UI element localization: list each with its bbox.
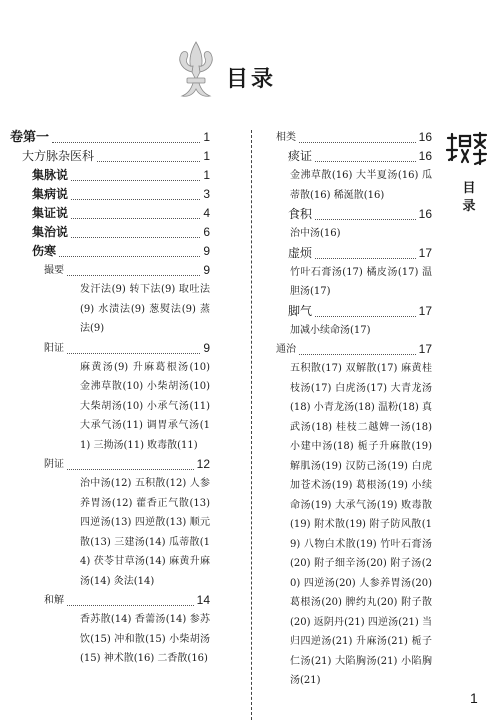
toc-entry-page: 9 bbox=[203, 340, 210, 355]
toc-entry[interactable] bbox=[32, 223, 210, 242]
toc-entry-label: 虚烦 bbox=[288, 245, 313, 260]
toc-entry-label: 伤寒 bbox=[32, 244, 57, 258]
fleur-de-lis-icon bbox=[173, 40, 219, 102]
dot-leader bbox=[67, 605, 194, 606]
dot-leader bbox=[67, 469, 194, 470]
toc-entry-page: 9 bbox=[203, 244, 210, 258]
toc-entry-page: 17 bbox=[418, 303, 432, 318]
toc-entry-page: 9 bbox=[203, 263, 210, 277]
toc-entry-page: 17 bbox=[418, 245, 432, 260]
side-badge-text: 目 录 bbox=[462, 181, 476, 214]
dot-leader bbox=[71, 199, 200, 200]
toc-entry-items: 治中汤(12) 五积散(12) 人参养胃汤(12) 藿香正气散(13) 四逆汤(13) 四逆散(13) 顺元散(13) 三建汤(14) 瓜蒂散(14) 茯苓甘草汤(14) 麻黄升麻汤(14) 灸法(14) bbox=[80, 478, 210, 587]
toc-entry-label: 阳证 bbox=[44, 342, 64, 354]
toc-entry[interactable] bbox=[288, 244, 432, 263]
column-divider bbox=[251, 130, 252, 720]
dot-leader bbox=[299, 142, 416, 143]
toc-entry-label: 大方脉杂医科 bbox=[22, 149, 95, 163]
toc-entry-label: 通治 bbox=[276, 344, 296, 355]
dot-leader bbox=[59, 256, 200, 257]
toc-entry-items: 五积散(17) 双解散(17) 麻黄桂枝汤(17) 白虎汤(17) 大青龙汤(18) 小青龙汤(18) 温粉(18) 真武汤(18) 桂枝二越婢一汤(18) 小建中汤(18) 栀子升麻散(19) 解肌汤(19) 汉防己汤(19) 白虎加苍术汤(19) 葛根汤(19) 小续命汤(19) 大承气汤(19) 败毒散(19) 附术散(19) 附子防风散(19) 八物白术散(19) 竹叶石膏汤(20) 附子细辛汤(20) 附子汤(20) 四逆汤(20) 人参养胃汤(20) 葛根汤(20) 脾约丸(20) 附子散(20) 返阴丹(21) 四逆汤(21) 当归四逆汤(21) 升麻汤(21) 栀子仁汤(21) 大陷胸汤(21) 小陷胸汤(21) bbox=[290, 363, 432, 686]
toc-entry-label: 脚气 bbox=[288, 303, 313, 318]
page-header bbox=[0, 0, 500, 120]
toc-entry-label: 相类 bbox=[276, 132, 296, 143]
toc-entry[interactable] bbox=[32, 242, 210, 261]
dot-leader bbox=[71, 180, 200, 181]
dot-leader bbox=[67, 275, 200, 276]
toc-entry-label: 食积 bbox=[288, 207, 313, 221]
toc-entry-page: 12 bbox=[196, 457, 210, 471]
toc-entry[interactable] bbox=[32, 166, 210, 185]
toc-entry-label: 集病说 bbox=[32, 187, 69, 201]
toc-entry-items: 金沸草散(16) 大半夏汤(16) 瓜蒂散(16) 稀涎散(16) bbox=[290, 170, 432, 201]
dot-leader bbox=[299, 354, 416, 355]
toc-entry[interactable] bbox=[276, 340, 432, 359]
toc-entry[interactable] bbox=[288, 302, 432, 321]
toc-entry[interactable] bbox=[44, 455, 210, 474]
toc-entry-label: 和解 bbox=[44, 595, 64, 606]
toc-entry[interactable] bbox=[32, 204, 210, 223]
toc-entry-page: 1 bbox=[203, 168, 210, 182]
toc-entry-items: 麻黄汤(9) 升麻葛根汤(10) 金沸草散(10) 小柴胡汤(10) 大柴胡汤(10) 小承气汤(11) 大承气汤(11) 调胃承气汤(11) 三拗汤(11) 败毒散(11) bbox=[80, 361, 210, 451]
dot-leader bbox=[97, 161, 200, 162]
toc-entry-label: 集证说 bbox=[32, 206, 69, 220]
toc-entry[interactable] bbox=[288, 147, 432, 166]
side-badge bbox=[444, 130, 494, 216]
toc-entry-page: 14 bbox=[196, 593, 210, 607]
toc-entry-page: 16 bbox=[418, 207, 432, 221]
calligraphy-seal bbox=[444, 130, 490, 168]
toc-entry[interactable] bbox=[22, 147, 210, 166]
toc-entry[interactable] bbox=[44, 339, 210, 358]
toc-entry-items: 竹叶石膏汤(17) 橘皮汤(17) 温胆汤(17) bbox=[290, 266, 432, 297]
toc-entry-items: 发汗法(9) 转下法(9) 取吐法(9) 水渍法(9) 葱熨法(9) 蒸法(9) bbox=[80, 284, 210, 334]
toc-entry-label: 集治说 bbox=[32, 225, 69, 239]
toc-entry-items: 治中汤(16) bbox=[290, 228, 341, 239]
dot-leader bbox=[67, 353, 200, 354]
toc-right-column bbox=[276, 128, 432, 691]
page-title: 目录 bbox=[226, 66, 277, 92]
dot-leader bbox=[315, 161, 416, 162]
dot-leader bbox=[71, 237, 200, 238]
toc-entry-label: 卷第一 bbox=[10, 130, 50, 145]
toc-entry-page: 1 bbox=[203, 149, 210, 163]
toc-entry-items: 香苏散(14) 香薷汤(14) 参苏饮(15) 冲和散(15) 小柴胡汤(15) 神术散(16) 二香散(16) bbox=[80, 614, 210, 664]
toc-entry[interactable] bbox=[44, 591, 210, 610]
toc-entry[interactable] bbox=[44, 261, 210, 280]
toc-entry[interactable] bbox=[276, 128, 432, 147]
toc-entry-page: 16 bbox=[418, 130, 432, 144]
toc-left-column bbox=[10, 128, 210, 669]
toc-entry-page: 4 bbox=[203, 206, 210, 220]
toc-entry[interactable] bbox=[10, 128, 210, 147]
dot-leader bbox=[315, 258, 416, 259]
dot-leader bbox=[52, 142, 200, 143]
toc-entry-page: 17 bbox=[418, 342, 432, 356]
dot-leader bbox=[315, 316, 416, 317]
toc-entry[interactable] bbox=[32, 185, 210, 204]
toc-entry-label: 阴证 bbox=[44, 459, 64, 470]
toc-entry-label: 集脉说 bbox=[32, 168, 69, 182]
toc-entry-page: 3 bbox=[203, 187, 210, 201]
dot-leader bbox=[315, 219, 416, 220]
page-number: 1 bbox=[470, 690, 478, 706]
toc-entry-page: 1 bbox=[203, 130, 210, 144]
dot-leader bbox=[71, 218, 200, 219]
toc-entry-page: 6 bbox=[203, 225, 210, 239]
toc-entry-page: 16 bbox=[418, 149, 432, 163]
toc-entry-items: 加减小续命汤(17) bbox=[290, 324, 371, 336]
side-badge-label bbox=[444, 180, 494, 216]
toc-entry[interactable] bbox=[288, 205, 432, 224]
toc-entry-label: 撮要 bbox=[44, 265, 64, 276]
toc-entry-label: 痰证 bbox=[288, 149, 313, 163]
